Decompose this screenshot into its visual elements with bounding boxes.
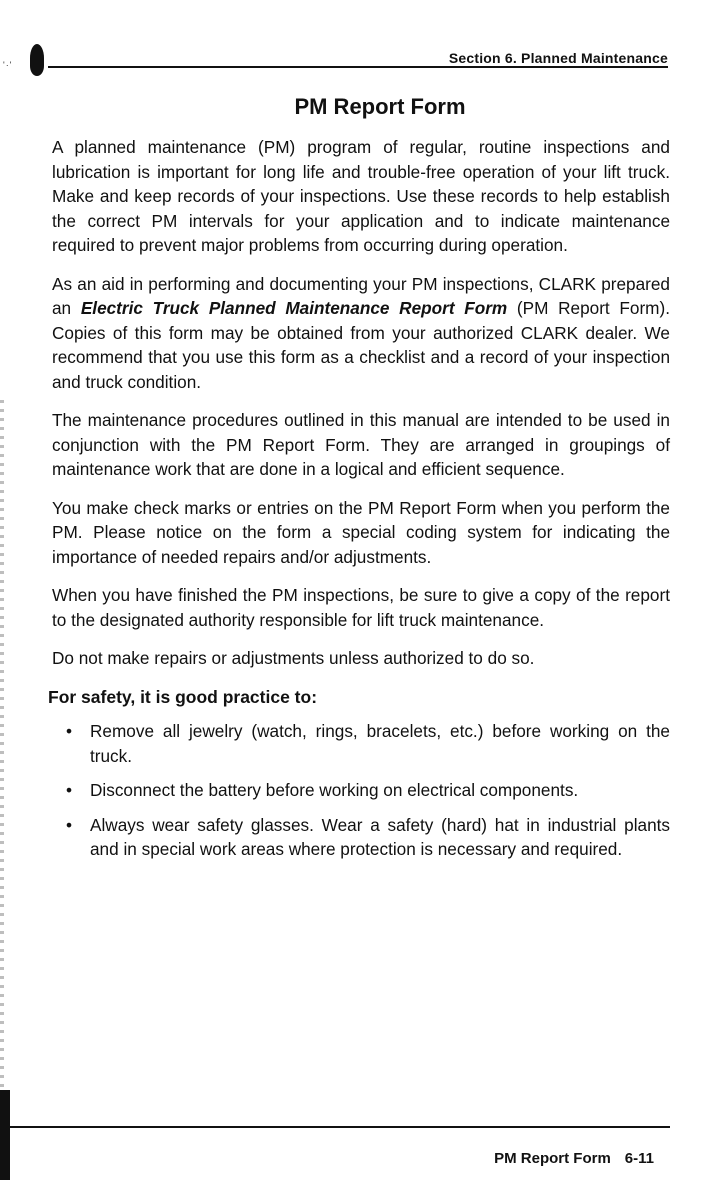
paragraph-report-form-lead: As an aid in performing and documenting your PM inspections, CLARK prepared an <box>52 273 670 318</box>
bullet-icon: • <box>66 814 73 835</box>
safety-item-text: Always wear safety glasses. Wear a safety (hard) hat in industrial plants and in special work areas where protection is necessary and required. <box>90 814 670 859</box>
footer-rule <box>8 1126 670 1128</box>
page-footer <box>494 1150 654 1167</box>
safety-list <box>52 719 670 862</box>
paragraph-authorization: Do not make repairs or adjustments unless authorized to do so. <box>52 648 535 668</box>
paragraph-check-marks: You make check marks or entries on the PM Report Form when you perform the PM. Please notice on the form a special coding system for indicating the importance of needed repairs and/or adjustments. <box>52 497 670 567</box>
header-rule <box>48 66 668 68</box>
safety-item-glasses <box>66 813 670 862</box>
scan-specks: '·' <box>3 60 13 70</box>
paragraph-report-form-tail: (PM Report Form). Copies of this form may be obtained from your authorized CLARK dealer. We recommend that you use this form as a checklist and a record of your inspection and truck condition. <box>52 298 670 392</box>
safety-heading: For safety, it is good practice to: <box>48 686 318 707</box>
paragraph-procedures: The maintenance procedures outlined in this manual are intended to be used in conjunction with the PM Report Form. They are arranged in groupings of maintenance work that are done in a logical and efficient sequence. <box>52 410 670 479</box>
footer-label: PM Report Form <box>494 1150 611 1167</box>
bullet-icon: • <box>66 721 73 741</box>
report-form-name: Electric Truck Planned Maintenance Report Form <box>80 298 508 318</box>
paragraph-finished: When you have finished the PM inspections, be sure to give a copy of the report to the designated authority responsible for lift truck maintenance. <box>52 585 670 630</box>
safety-item-text: Disconnect the battery before working on electrical components. <box>90 780 579 800</box>
page-corner-mark <box>30 44 44 76</box>
safety-item-battery <box>66 778 670 803</box>
safety-item-jewelry <box>66 719 670 768</box>
bullet-icon: • <box>66 780 73 800</box>
safety-item-text: Remove all jewelry (watch, rings, bracelets, etc.) before working on the truck. <box>90 721 670 766</box>
scan-edge-shadow <box>0 400 4 1090</box>
scan-edge-mark <box>0 1090 10 1180</box>
section-header: Section 6. Planned Maintenance <box>448 50 668 66</box>
body-content <box>48 135 670 872</box>
page-title: PM Report Form <box>294 94 466 119</box>
page-number: 6-11 <box>624 1150 654 1167</box>
paragraph-intro: A planned maintenance (PM) program of regular, routine inspections and lubrication is important for long life and trouble-free operation of your lift truck. Make and keep records of your inspections. Use these records to help establish the correct PM intervals for your application and to indicate maintenance required to prevent major problems from occurring during operation. <box>52 137 670 255</box>
paragraph-report-form <box>52 272 670 395</box>
